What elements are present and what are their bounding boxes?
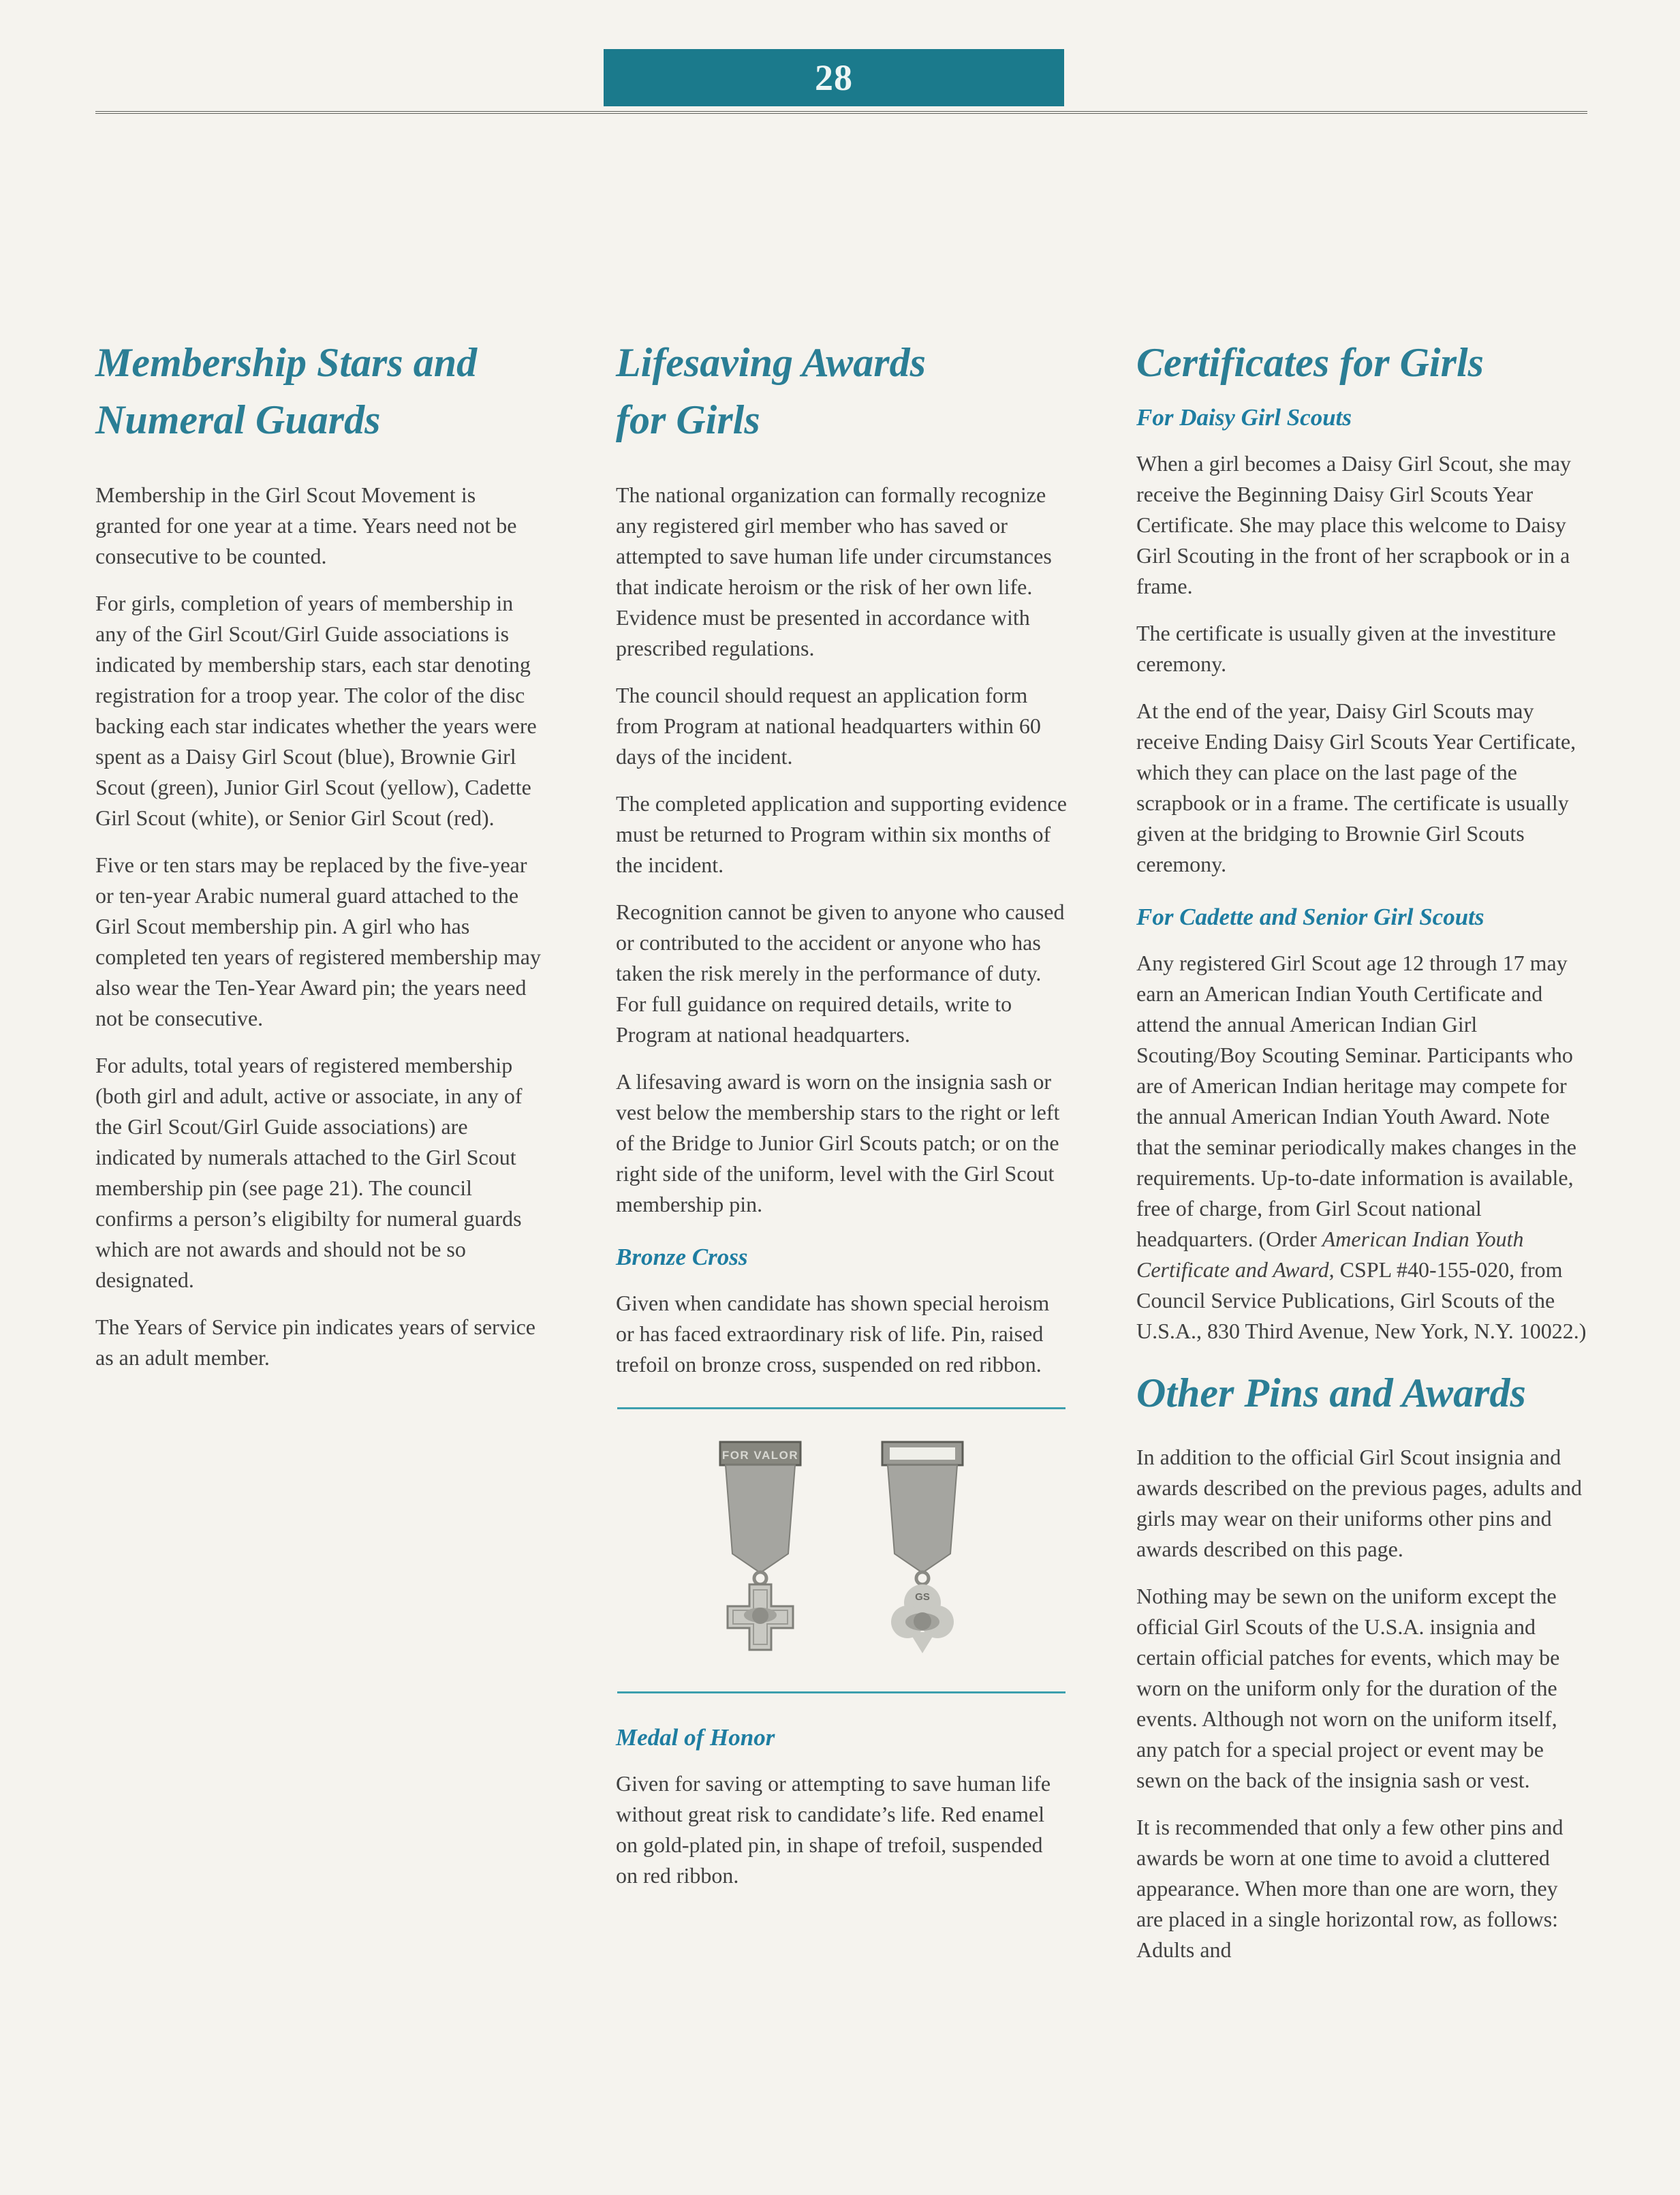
paragraph: The completed application and supporting evidence must be returned to Program within six months of the incident. [616, 791, 1067, 877]
medal-ring [754, 1572, 766, 1584]
medal-of-honor-body [616, 1768, 1067, 1891]
bronze-cross-medal-image [709, 1439, 811, 1664]
paragraph: The council should request an application form from Program at national headquarters within 60 days of the incident. [616, 683, 1041, 769]
other-pins-body [1136, 1442, 1587, 1965]
heading-membership-stars [95, 334, 546, 448]
page-number-banner [604, 49, 1064, 106]
text-segment: CSPL #40-155-020, from Council Service Publications, Girl Scouts of the U.S.A., 830 Third Avenue, New York, N.Y. 10022.) [1136, 1257, 1587, 1343]
heading-lifesaving-awards [616, 334, 1067, 448]
italic-text-segment: American Indian Youth Certificate and Award, [1136, 1227, 1524, 1282]
paragraph: For adults, total years of registered membership (both girl and adult, active or associate, in any of the Girl Scout/Girl Guide associations) are indicated by numerals attached to the Girl Scout membership pin (see page 21). The council confirms a person’s eligibilty for numeral guards which are not awards and should not be so designated. [95, 1053, 523, 1292]
paragraph: In addition to the official Girl Scout insignia and awards described on the previous pages, adults and girls may wear on their uniforms other pins and awards described on this page. [1136, 1445, 1583, 1561]
heading-other-pins-awards [1136, 1364, 1587, 1422]
text-segment: Any registered Girl Scout age 12 through 17 may earn an American Indian Youth Certificate and attend the annual American Indian Girl Scouting/Boy Scouting Seminar. Participants who are of American Indian heritage may compete for the annual American Indian Youth Award. Note that the seminar periodically makes changes in the requirements. Up-to-date information is available, free of charge, from Girl Scout national headquarters. (Order [1136, 951, 1576, 1251]
eagle-body-detail [914, 1612, 931, 1630]
column-certificates [1136, 334, 1587, 1982]
paragraph: It is recommended that only a few other pins and awards be worn at one time to avoid a cluttered appearance. When more than one are worn, they are placed in a single horizontal row, as follows: Adults and [1136, 1815, 1564, 1962]
cadette-senior-body [1136, 948, 1587, 1347]
figure-top-rule [617, 1407, 1065, 1409]
paragraph: Five or ten stars may be replaced by the five-year or ten-year Arabic numeral guard attached to the Girl Scout membership pin. A girl who has completed ten years of registered membership may also wear the Ten-Year Award pin; the years need not be consecutive. [95, 853, 541, 1030]
three-column-layout [95, 334, 1587, 1982]
subheading-medal-of-honor: Medal of Honor [616, 1724, 775, 1751]
subheading-for-daisy: For Daisy Girl Scouts [1136, 404, 1352, 431]
paragraph: A lifesaving award is worn on the insignia sash or vest below the membership stars to the right or left of the Bridge to Junior Girl Scouts patch; or on the right side of the uniform, level with the Girl Scout membership pin. [616, 1069, 1060, 1216]
daisy-body [1136, 448, 1587, 880]
eagle-body-detail [752, 1608, 768, 1624]
column-membership-stars [95, 334, 546, 1982]
heading-line: Lifesaving Awards [616, 340, 927, 385]
lifesaving-medals-figure [616, 1439, 1067, 1664]
medal-top-bar-inset [890, 1447, 955, 1460]
heading-line: Other Pins and Awards [1136, 1370, 1526, 1415]
paragraph [1136, 948, 1587, 1347]
paragraph: The Years of Service pin indicates years of service as an adult member. [95, 1315, 535, 1370]
heading-line: Numeral Guards [95, 397, 381, 442]
heading-line: Certificates for Girls [1136, 340, 1484, 385]
heading-certificates-for-girls [1136, 334, 1587, 391]
paragraph: When a girl becomes a Daisy Girl Scout, she may receive the Beginning Daisy Girl Scouts Year Certificate. She may place this welcome to Daisy Girl Scouting in the front of her scrapbook or in a frame. [1136, 451, 1572, 598]
membership-stars-body [95, 480, 546, 1373]
paragraph: Nothing may be sewn on the uniform except the official Girl Scouts of the U.S.A. insignia and certain official patches for events, which may be worn on the uniform only for the duration of the events. Although not worn on the uniform itself, any patch for a special project or event may be sewn on the back of the insignia sash or vest. [1136, 1584, 1560, 1792]
paragraph: At the end of the year, Daisy Girl Scouts may receive Ending Daisy Girl Scouts Year Certificate, which they can place on the last page of the scrapbook or in a frame. The certificate is usually given at the bridging to Brownie Girl Scouts ceremony. [1136, 699, 1576, 876]
paragraph: Membership in the Girl Scout Movement is granted for one year at a time. Years need not be consecutive to be counted. [95, 482, 517, 568]
medal-of-honor-medal-image [871, 1439, 974, 1664]
paragraph: The certificate is usually given at the investiture ceremony. [1136, 621, 1556, 676]
paragraph: Given for saving or attempting to save human life without great risk to candidate’s life. Red enamel on gold-plated pin, in shape of trefoil, suspended on red ribbon. [616, 1771, 1051, 1888]
paragraph: Given when candidate has shown special heroism or has faced extraordinary risk of life. Pin, raised trefoil on bronze cross, suspended on red ribbon. [616, 1291, 1050, 1377]
bronze-cross-body [616, 1288, 1067, 1380]
lifesaving-awards-body [616, 480, 1067, 1220]
gs-label: GS [915, 1591, 930, 1603]
page-number: 28 [815, 57, 853, 98]
paragraph: Recognition cannot be given to anyone who caused or contributed to the accident or anyone who has taken the risk merely in the performance of duty. For full guidance on required details, write to Program at national headquarters. [616, 900, 1065, 1047]
paragraph: The national organization can formally recognize any registered girl member who has saved or attempted to save human life under circumstances that indicate heroism or the risk of her own life. Evidence must be presented in accordance with prescribed regulations. [616, 482, 1052, 660]
subheading-bronze-cross: Bronze Cross [616, 1244, 748, 1270]
paragraph: For girls, completion of years of membership in any of the Girl Scout/Girl Guide associations is indicated by membership stars, each star denoting registration for a troop year. The color of the disc backing each star indicates whether the years were spent as a Daisy Girl Scout (blue), Brownie Girl Scout (green), Junior Girl Scout (yellow), Cadette Girl Scout (white), or Senior Girl Scout (red). [95, 591, 537, 830]
figure-bottom-rule [617, 1691, 1065, 1693]
header-rule [95, 111, 1587, 114]
for-valor-label: FOR VALOR [721, 1449, 799, 1462]
subheading-for-cadette-senior: For Cadette and Senior Girl Scouts [1136, 904, 1484, 930]
medal-ring [916, 1572, 929, 1584]
heading-line: for Girls [616, 397, 760, 442]
column-lifesaving-awards [616, 334, 1067, 1982]
heading-line: Membership Stars and [95, 340, 478, 385]
trefoil-pendant [891, 1584, 954, 1653]
